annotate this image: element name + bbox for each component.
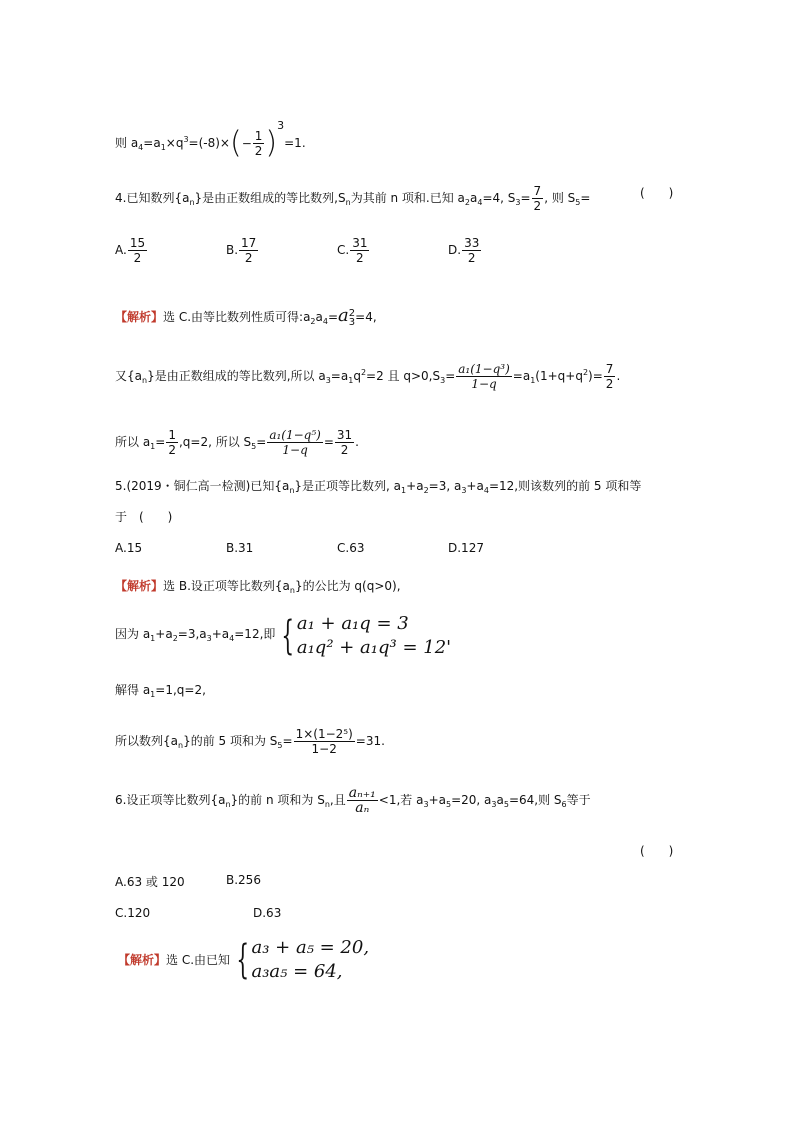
question-6-stem: 6.设正项等比数列$\{a_n\}$的前 n 项和为 $S_n$,且 $\frac{\text{aₙ₊₁}}{\text{aₙ}}$ <1,若 $a_3+a_5=20$, $a_3a_5=64$,则 $S_6$等于 [115,785,591,816]
left-brace: { [281,613,295,659]
left-brace: { [236,937,250,983]
q6-solution-line-1: 【解析】选 C.由已知 { a₃ + a₅ = 20, a₃a₅ = 64, [118,937,370,983]
q5-solution-line-2: 因为 $a_1+a_2=3,a_3+a_4=12$,即 { a₁ + a₁q = 3 a₁q² + a₁q³ = 12' [115,613,452,659]
solution-tag: 【解析】 [118,953,167,967]
q4-option-b: B. $\frac{17}{2}$ [226,236,257,265]
q6-option-b: B.256 [226,873,261,887]
q4-option-a: A. $\frac{15}{2}$ [115,236,146,265]
question-4-stem: 4.已知数列$\{a_n\}$是由正数组成的等比数列$,S_n$为其前 n 项和.已知 $a_2a_4=4$, $S_3=$ $\frac{7}{2}$ , 则 $S_5=$ [115,184,591,213]
q4-solution-line-2: 又$\{a_n\}$是由正数组成的等比数列,所以 $a_3=a_1q^2=2$ 且 $q>0,S_3=$ $\frac{\text{a₁(1−q³)}}{1-q}$ $=a_1(1+q+q^2)=$ $\frac{7}{2}$ . [115,362,621,391]
question-6-answer-paren: ( ) [640,844,674,858]
q4-option-d: D. $\frac{33}{2}$ [448,236,480,265]
q5-option-a: A.15 [115,541,143,555]
q4-option-c: C. $\frac{31}{2}$ [337,236,368,265]
q5-solution-line-4: 所以数列$\{a_n\}$的前 5 项和为 $S_5=$ $\frac{\text{1×(1−2⁵)}}{1-2}$ =31. [115,727,385,756]
q5-option-b: B.31 [226,541,254,555]
q5-solution-line-1: 【解析】选 B.设正项等比数列$\{a_n\}$的公比为 q(q>0), [115,579,401,595]
solution-tag: 【解析】 [115,579,164,593]
line-a4-result: 则 $a_4=a_1\times q^3=(-8)\times(-$ $\frac{1}{2}$ )$^3$=1. [115,119,306,161]
q6-option-d: D.63 [253,906,282,920]
q5-option-c: C.63 [337,541,365,555]
q6-option-a: A.63 或 120 [115,875,185,889]
q4-solution-line-1: 【解析】选 C.由等比数列性质可得$:a_2a_4=a$ 2 3 =4, [115,305,377,328]
q5-option-d: D.127 [448,541,484,555]
solution-tag: 【解析】 [115,310,164,324]
question-4-answer-paren: ( ) [640,186,674,200]
q6-option-c: C.120 [115,906,151,920]
q5-solution-line-3: 解得 $a_1=1,q=2$, [115,683,206,699]
q4-solution-line-3: 所以 $a_1=$ $\frac{1}{2}$ ,q=2, 所以 $S_5=$ $\frac{\text{a₁(1−q⁵)}}{1-q}$ = $\frac{31}{2}$ . [115,428,359,457]
question-5-stem-line-2: 于 ( ) [115,510,173,524]
question-5-stem-line-1: 5.(2019・铜仁高一检测)已知$\{a_n\}$是正项等比数列, $a_1+a_2=3$, $a_3+a_4=12$,则该数列的前 5 项和等 [115,479,642,495]
